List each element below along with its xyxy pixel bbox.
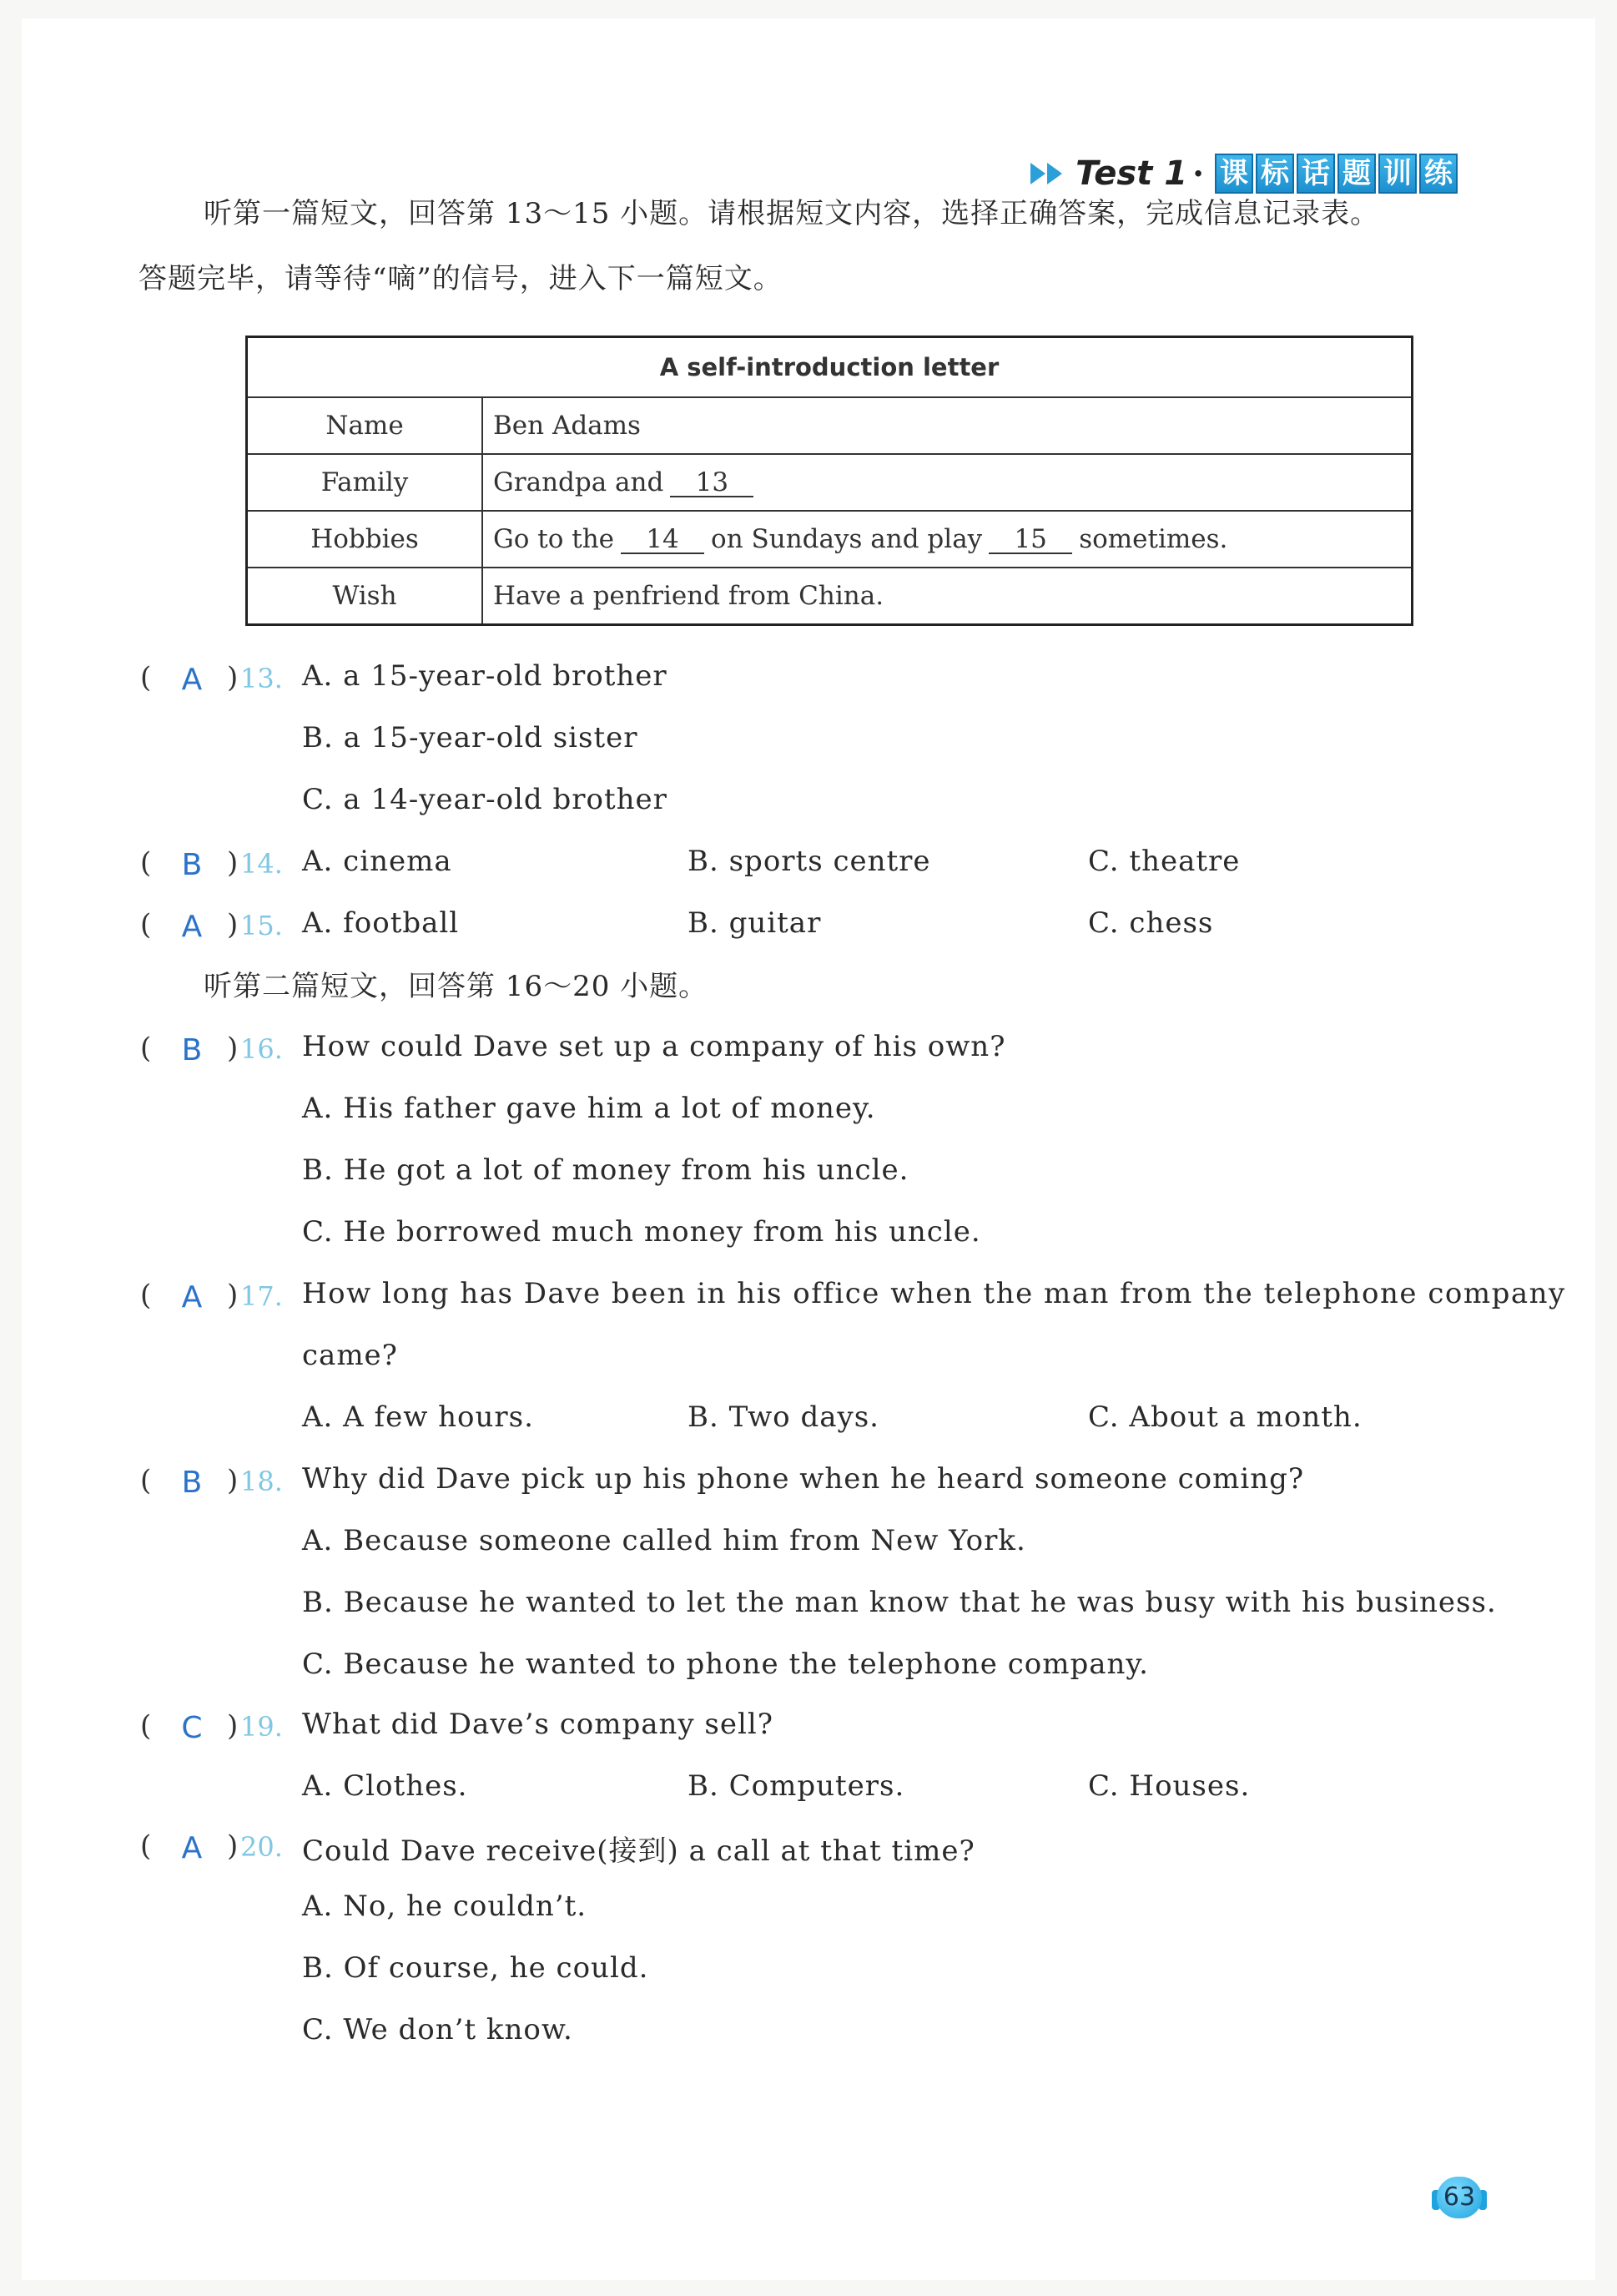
topic-chip: 题 [1337,154,1376,194]
answer-14: B [181,848,203,882]
answer-13: A [181,663,203,697]
answer-15: A [181,910,203,944]
topic-chip: 训 [1378,154,1417,194]
table-row [247,568,1413,625]
question-number: 13. [240,663,283,694]
blank-13: 13 [670,469,753,497]
topic-chip: 课 [1215,154,1253,194]
option-a: A. His father gave him a lot of money. [302,1092,876,1125]
page-number: 63 [1437,2177,1482,2218]
option-b: B. Because he wanted to let the man know that he was busy with his business. [302,1586,1497,1619]
double-arrow-icon [1030,163,1064,184]
row-key: Family [247,454,483,511]
topic-chip: 标 [1256,154,1294,194]
option-a: A. Because someone called him from New York. [302,1524,1026,1557]
option-b: B. a 15-year-old sister [302,721,638,754]
test-label: Test 1 [1075,154,1188,193]
option-c: C. Houses. [1088,1769,1251,1803]
option-b: B. Two days. [688,1400,879,1434]
paren-close: ) [227,908,239,941]
paren-close: ) [227,1829,239,1863]
option-b: B. guitar [688,906,822,940]
question-stem: Why did Dave pick up his phone when he heard someone coming? [302,1462,1305,1496]
blank-15: 15 [989,526,1072,554]
row-text: sometimes. [1079,524,1228,554]
topic-chip: 练 [1419,154,1458,194]
question-number: 16. [240,1033,283,1065]
option-c: C. We don’t know. [302,2013,573,2046]
option-b: B. He got a lot of money from his uncle. [302,1153,909,1187]
question-number: 15. [240,910,283,941]
answer-16: B [181,1033,203,1067]
row-text: Go to the [493,524,615,554]
paren-close: ) [227,1279,239,1312]
row-value: Ben Adams [482,397,1413,454]
answer-17: A [181,1280,203,1315]
row-key: Wish [247,568,483,625]
option-c: C. Because he wanted to phone the telephone company. [302,1648,1149,1681]
topic-chip: 话 [1297,154,1335,194]
question-number: 14. [240,848,283,880]
answer-20: A [181,1831,203,1865]
answer-18: B [181,1466,203,1500]
row-text: on Sundays and play [711,524,983,554]
paren-close: ) [227,1709,239,1743]
page [22,18,1595,2280]
option-b: B. Of course, he could. [302,1951,649,1985]
row-text: Grandpa and [493,467,664,497]
instruction-line-1: 听第一篇短文，回答第 13～15 小题。请根据短文内容，选择正确答案，完成信息记录表。 [204,197,1380,230]
option-b: B. sports centre [688,845,931,878]
option-a: A. A few hours. [302,1400,534,1434]
paren-open: ( [140,1709,152,1743]
paren-open: ( [140,846,152,880]
table-title: A self-introduction letter [247,337,1413,398]
row-key: Name [247,397,483,454]
question-number: 18. [240,1466,283,1497]
option-c: C. theatre [1088,845,1241,878]
row-value [482,511,1413,568]
option-c: C. About a month. [1088,1400,1363,1434]
blank-14: 14 [621,526,704,554]
page-number-badge [1432,2172,1487,2220]
topic-chips [1212,154,1458,194]
row-value [482,454,1413,511]
row-value: Have a penfriend from China. [482,568,1413,625]
option-c: C. chess [1088,906,1214,940]
answer-19: C [181,1711,203,1745]
paren-open: ( [140,908,152,941]
table-row [247,511,1413,568]
paren-open: ( [140,1032,152,1065]
question-number: 20. [240,1831,283,1863]
row-key: Hobbies [247,511,483,568]
question-stem: How long has Dave been in his office when the man from the telephone company [302,1277,1566,1310]
paren-open: ( [140,661,152,694]
question-stem: What did Dave’s company sell? [302,1708,773,1741]
paren-close: ) [227,1464,239,1497]
section-header [1030,150,1458,197]
option-a: A. a 15-year-old brother [302,659,667,693]
instruction-passage-2: 听第二篇短文，回答第 16～20 小题。 [204,970,708,1003]
option-c: C. a 14-year-old brother [302,783,667,816]
question-number: 17. [240,1280,283,1312]
paren-close: ) [227,1032,239,1065]
question-stem-cont: came? [302,1339,398,1372]
option-a: A. Clothes. [302,1769,468,1803]
paren-open: ( [140,1464,152,1497]
question-number: 19. [240,1711,283,1743]
paren-close: ) [227,846,239,880]
table-row [247,397,1413,454]
option-c: C. He borrowed much money from his uncle. [302,1215,981,1249]
option-b: B. Computers. [688,1769,905,1803]
paren-close: ) [227,661,239,694]
paren-open: ( [140,1829,152,1863]
table-row [247,454,1413,511]
instruction-line-2: 答题完毕，请等待“嘀”的信号，进入下一篇短文。 [139,262,783,295]
info-table [245,336,1413,626]
paren-open: ( [140,1279,152,1312]
option-a: A. football [302,906,460,940]
header-dot: · [1192,154,1204,194]
question-stem: How could Dave set up a company of his own? [302,1030,1006,1063]
option-a: A. No, he couldn’t. [302,1890,587,1923]
question-stem: Could Dave receive(接到) a call at that time? [302,1834,975,1868]
option-a: A. cinema [302,845,452,878]
